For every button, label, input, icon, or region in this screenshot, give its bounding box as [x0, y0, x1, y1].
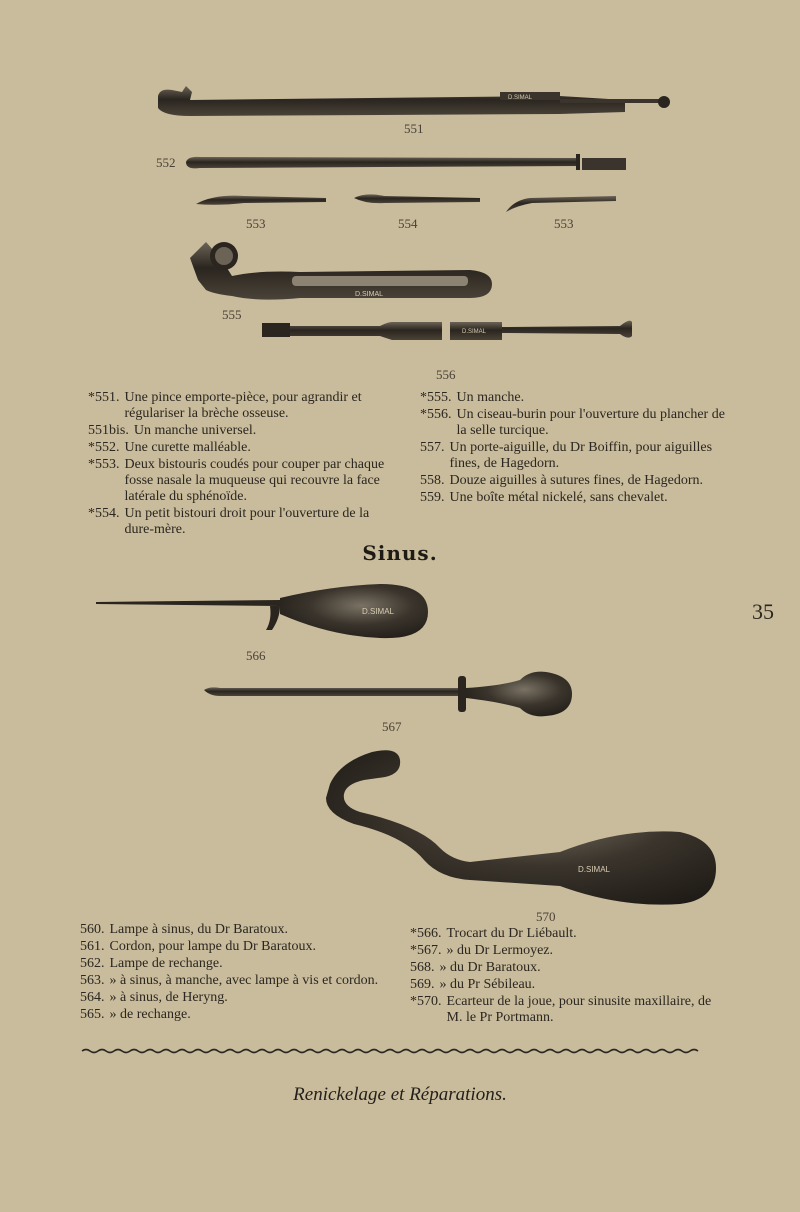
list-item: *567. » du Dr Lermoyez. — [410, 943, 554, 958]
figure-label-567: 567 — [382, 719, 402, 734]
figure-label-556: 556 — [436, 367, 456, 382]
list-item: *566. Trocart du Dr Liébault. — [410, 926, 577, 941]
instrument-570-cheek-retractor — [326, 750, 716, 904]
list-item: 559. Une boîte métal nickelé, sans chevalet. — [420, 490, 668, 505]
brand-mark: D.SIMAL — [578, 865, 611, 874]
lower-left-column — [80, 922, 396, 1024]
list-item: 569. » du Pr Sébileau. — [410, 977, 536, 992]
upper-right-column — [420, 390, 730, 507]
figure-label-552: 552 — [156, 155, 176, 170]
wavy-divider — [82, 1050, 698, 1053]
list-item: 564. » à sinus, de Heryng. — [80, 990, 228, 1005]
instrument-556-chisel — [262, 321, 632, 340]
instrument-552-curette — [186, 154, 626, 170]
list-item: *556. Un ciseau-burin pour l'ouverture du plancher de la selle turcique. — [420, 407, 725, 438]
page-number: 35 — [752, 599, 774, 624]
instrument-554-straight-scalpel — [354, 194, 480, 203]
section-title: Sinus. — [362, 541, 438, 565]
instrument-553-bent-scalpel-left — [196, 196, 326, 205]
figure-label-553-right: 553 — [554, 216, 574, 231]
list-item: 560. Lampe à sinus, du Dr Baratoux. — [80, 922, 288, 937]
list-item: 551bis. Un manche universel. — [88, 423, 257, 438]
figure-label-553-left: 553 — [246, 216, 266, 231]
list-item: 561. Cordon, pour lampe du Dr Baratoux. — [80, 939, 316, 954]
list-item: *570. Ecarteur de la joue, pour sinusite maxillaire, de M. le Pr Portmann. — [410, 994, 712, 1025]
brand-mark: D.SIMAL — [362, 607, 395, 616]
instrument-555-handle — [190, 242, 492, 300]
instrument-566-trocar — [96, 584, 428, 638]
list-item: 568. » du Dr Baratoux. — [410, 960, 541, 975]
list-item: 563. » à sinus, à manche, avec lampe à vis et cordon. — [80, 973, 379, 988]
figure-label-570: 570 — [536, 909, 556, 924]
upper-left-column — [88, 390, 400, 539]
list-item: *553. Deux bistouris coudés pour couper par chaque fosse nasale la muqueuse qui recouvre la face latérale du sphénoïde. — [88, 457, 385, 504]
list-item: *555. Un manche. — [420, 390, 525, 405]
figure-label-555: 555 — [222, 307, 242, 322]
list-item: *552. Une curette malléable. — [88, 440, 251, 455]
list-item: 557. Un porte-aiguille, du Dr Boiffin, pour aiguilles fines, de Hagedorn. — [420, 440, 713, 471]
footer-title: Renickelage et Réparations. — [293, 1084, 507, 1105]
list-item: 565. » de rechange. — [80, 1007, 191, 1022]
figure-label-566: 566 — [246, 648, 266, 663]
brand-mark: D.SIMAL — [462, 329, 487, 335]
list-item: *551. Une pince emporte-pièce, pour agrandir et régulariser la brèche osseuse. — [88, 390, 362, 421]
list-item: 562. Lampe de rechange. — [80, 956, 223, 971]
instrument-551-punch-forceps — [158, 86, 670, 116]
lower-right-column — [410, 926, 726, 1027]
list-item: *554. Un petit bistouri droit pour l'ouverture de la dure-mère. — [88, 506, 370, 537]
figure-label-554: 554 — [398, 216, 418, 231]
brand-mark: D.SIMAL — [508, 95, 533, 101]
brand-mark: D.SIMAL — [355, 291, 384, 298]
figure-label-551: 551 — [404, 121, 424, 136]
instrument-567-trocar — [204, 672, 572, 717]
list-item: 558. Douze aiguilles à sutures fines, de Hagedorn. — [420, 473, 703, 488]
instrument-553-bent-scalpel-right — [506, 196, 616, 212]
